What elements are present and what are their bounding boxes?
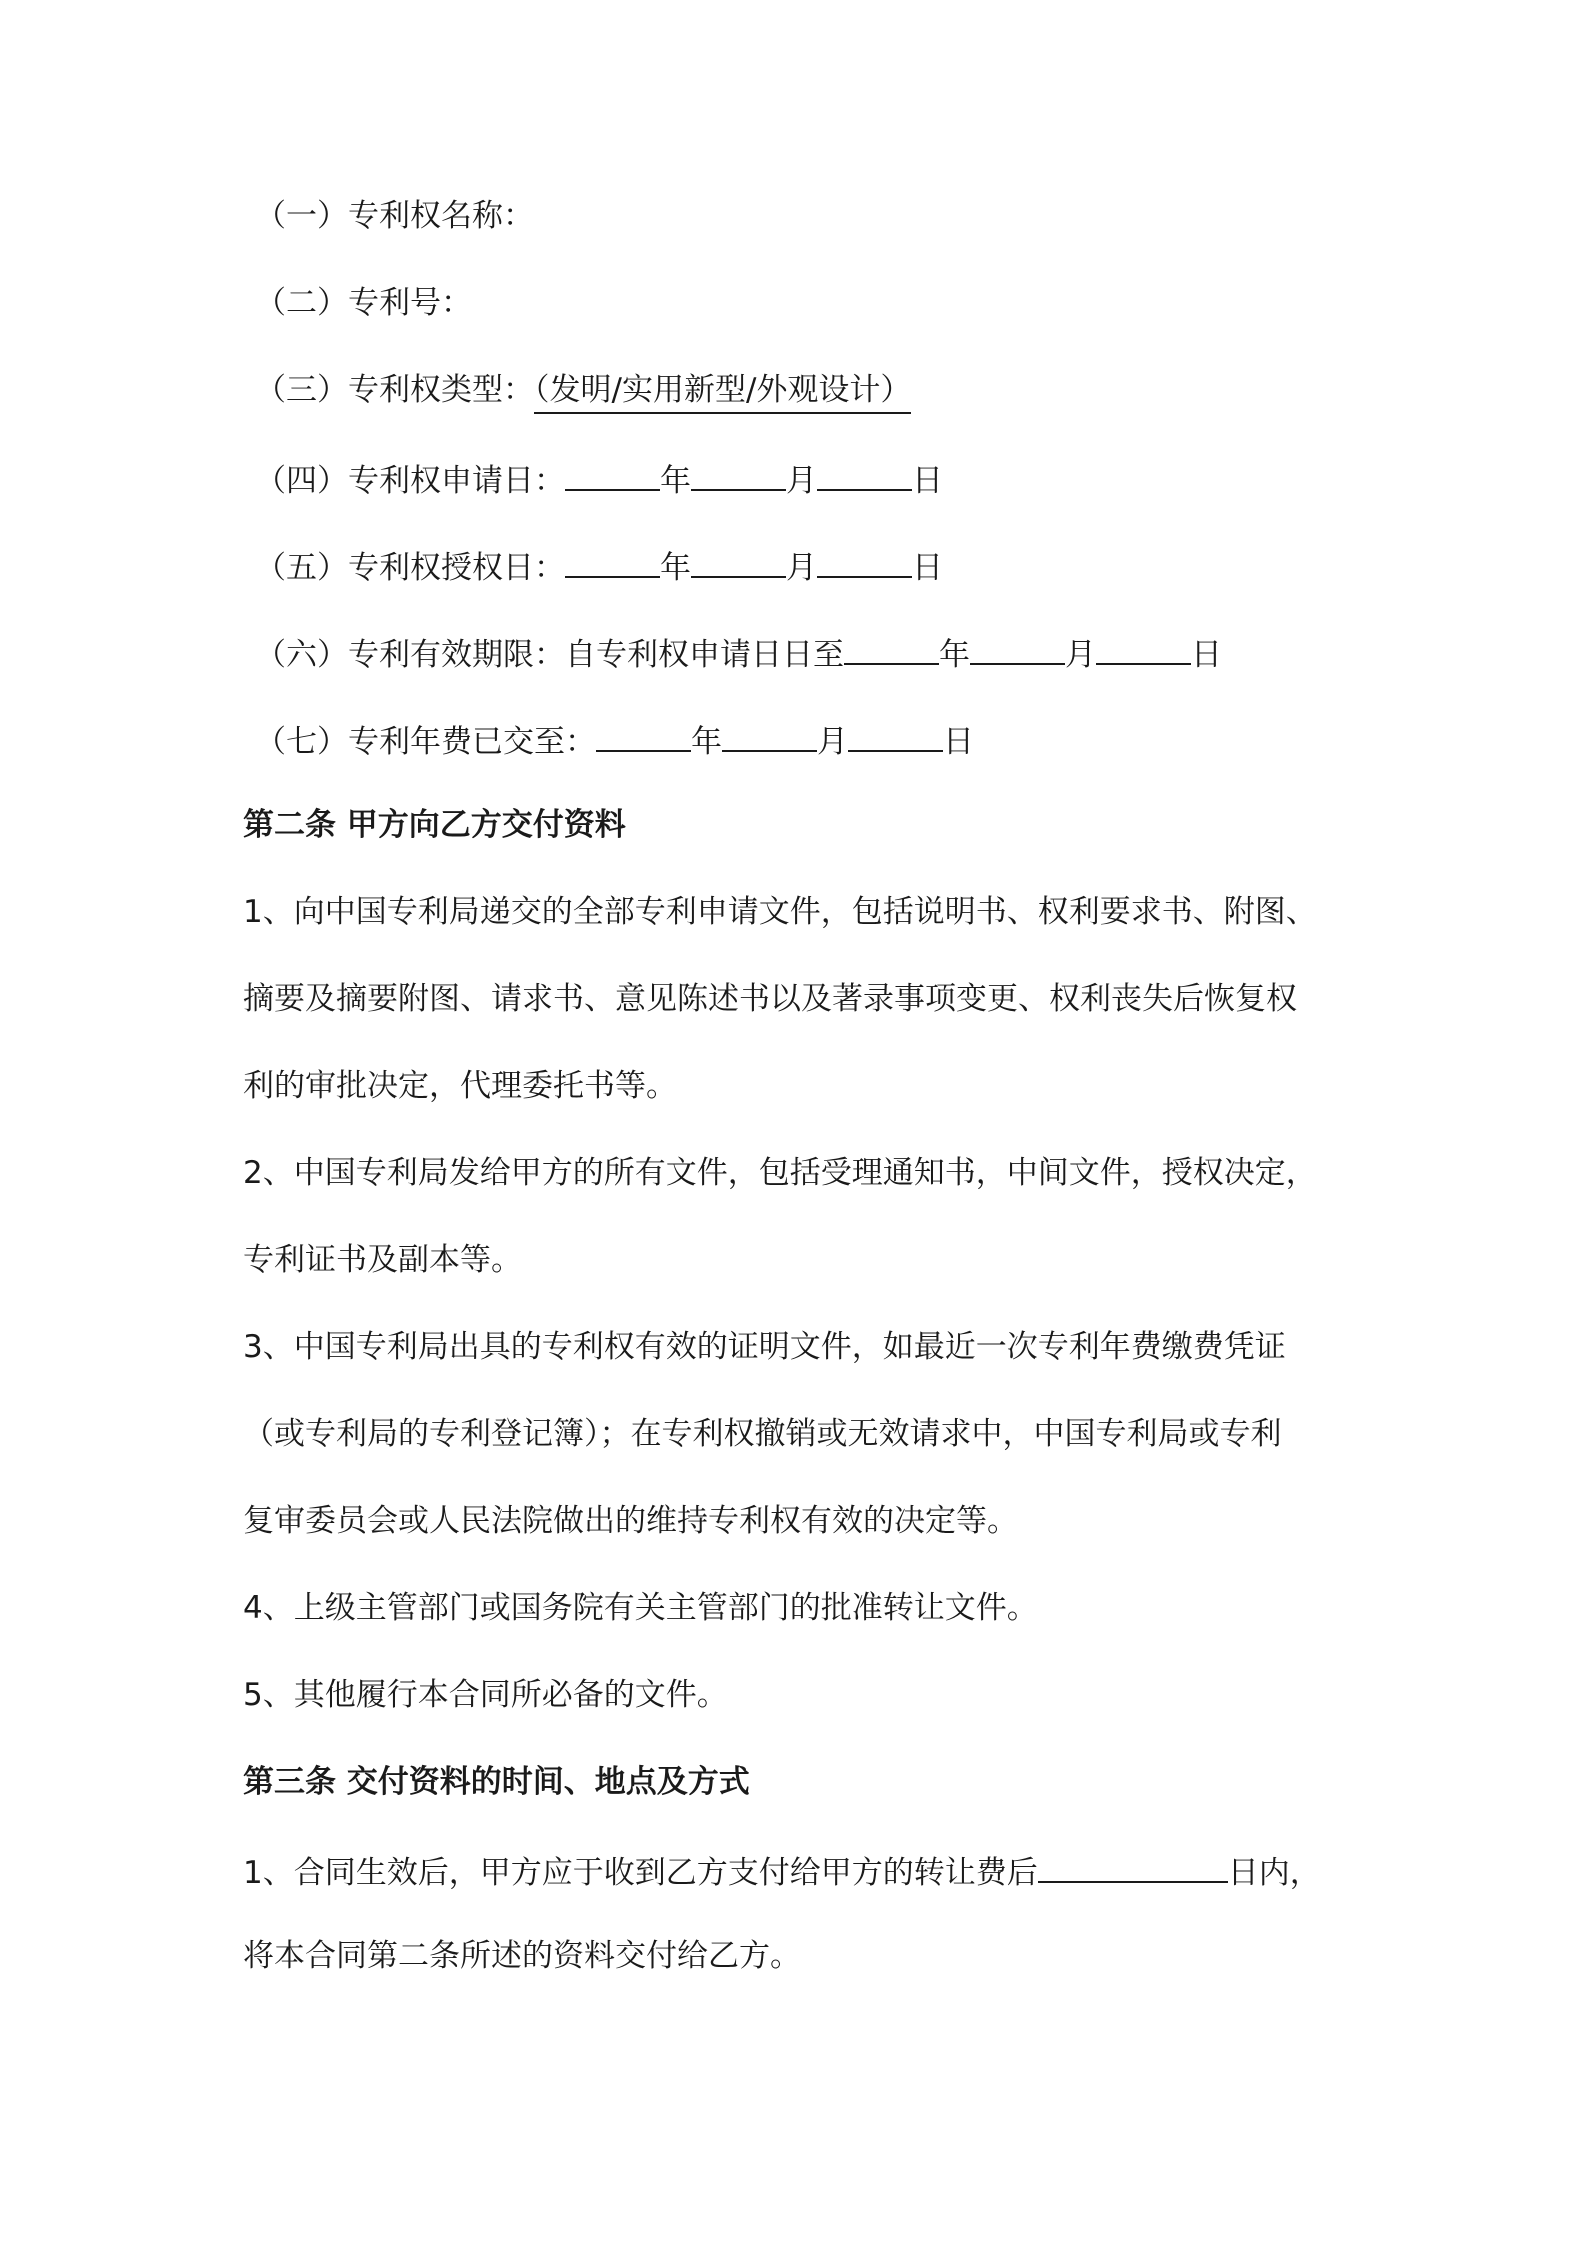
- item-patent-name: （一）专利权名称：: [255, 198, 534, 234]
- section2-p4: 4、上级主管部门或国务院有关主管部门的批准转让文件。: [243, 1590, 1038, 1626]
- item-patent-number: （二）专利号：: [255, 285, 472, 321]
- month-blank: [691, 544, 786, 578]
- month-blank: [970, 631, 1065, 665]
- year-blank: [565, 457, 660, 491]
- year-blank: [844, 631, 939, 665]
- section2-p2-line1: 2、中国专利局发给甲方的所有文件，包括受理通知书，中间文件，授权决定，: [243, 1155, 1317, 1191]
- patent-type-options: （发明/实用新型/外观设计）: [534, 372, 911, 414]
- day-blank: [1096, 631, 1191, 665]
- section3-p1-line2: 将本合同第二条所述的资料交付给乙方。: [243, 1938, 801, 1974]
- section2-p2-line2: 专利证书及副本等。: [243, 1242, 522, 1278]
- section3-p1-line1: 1、合同生效后，甲方应于收到乙方支付给甲方的转让费后 日内，: [243, 1849, 1321, 1893]
- section2-p1-line2: 摘要及摘要附图、请求书、意见陈述书以及著录事项变更、权利丧失后恢复权: [243, 981, 1297, 1017]
- section2-p1-line1: 1、向中国专利局递交的全部专利申请文件，包括说明书、权利要求书、附图、: [243, 894, 1317, 930]
- year-blank: [565, 544, 660, 578]
- item-application-date: （四）专利权申请日： 年 月 日: [255, 457, 943, 501]
- section2-p5: 5、其他履行本合同所必备的文件。: [243, 1677, 728, 1713]
- item-validity-period: （六）专利有效期限：自专利权申请日日至 年 月 日: [255, 631, 1222, 675]
- item-annual-fee-paid: （七）专利年费已交至： 年 月 日: [255, 718, 974, 762]
- day-blank: [848, 718, 943, 752]
- day-blank: [817, 544, 912, 578]
- day-blank: [817, 457, 912, 491]
- section3-heading: 第三条 交付资料的时间、地点及方式: [243, 1764, 750, 1800]
- section2-p3-line2: （或专利局的专利登记簿）；在专利权撤销或无效请求中，中国专利局或专利: [243, 1416, 1282, 1452]
- year-blank: [596, 718, 691, 752]
- section2-p3-line3: 复审委员会或人民法院做出的维持专利权有效的决定等。: [243, 1503, 1018, 1539]
- days-blank: [1038, 1849, 1228, 1883]
- item-grant-date: （五）专利权授权日： 年 月 日: [255, 544, 943, 588]
- section2-p3-line1: 3、中国专利局出具的专利权有效的证明文件，如最近一次专利年费缴费凭证: [243, 1329, 1286, 1365]
- section2-heading: 第二条 甲方向乙方交付资料: [243, 807, 626, 843]
- item-patent-type: （三）专利权类型：（发明/实用新型/外观设计）: [255, 370, 911, 410]
- section2-p1-line3: 利的审批决定，代理委托书等。: [243, 1068, 677, 1104]
- month-blank: [722, 718, 817, 752]
- month-blank: [691, 457, 786, 491]
